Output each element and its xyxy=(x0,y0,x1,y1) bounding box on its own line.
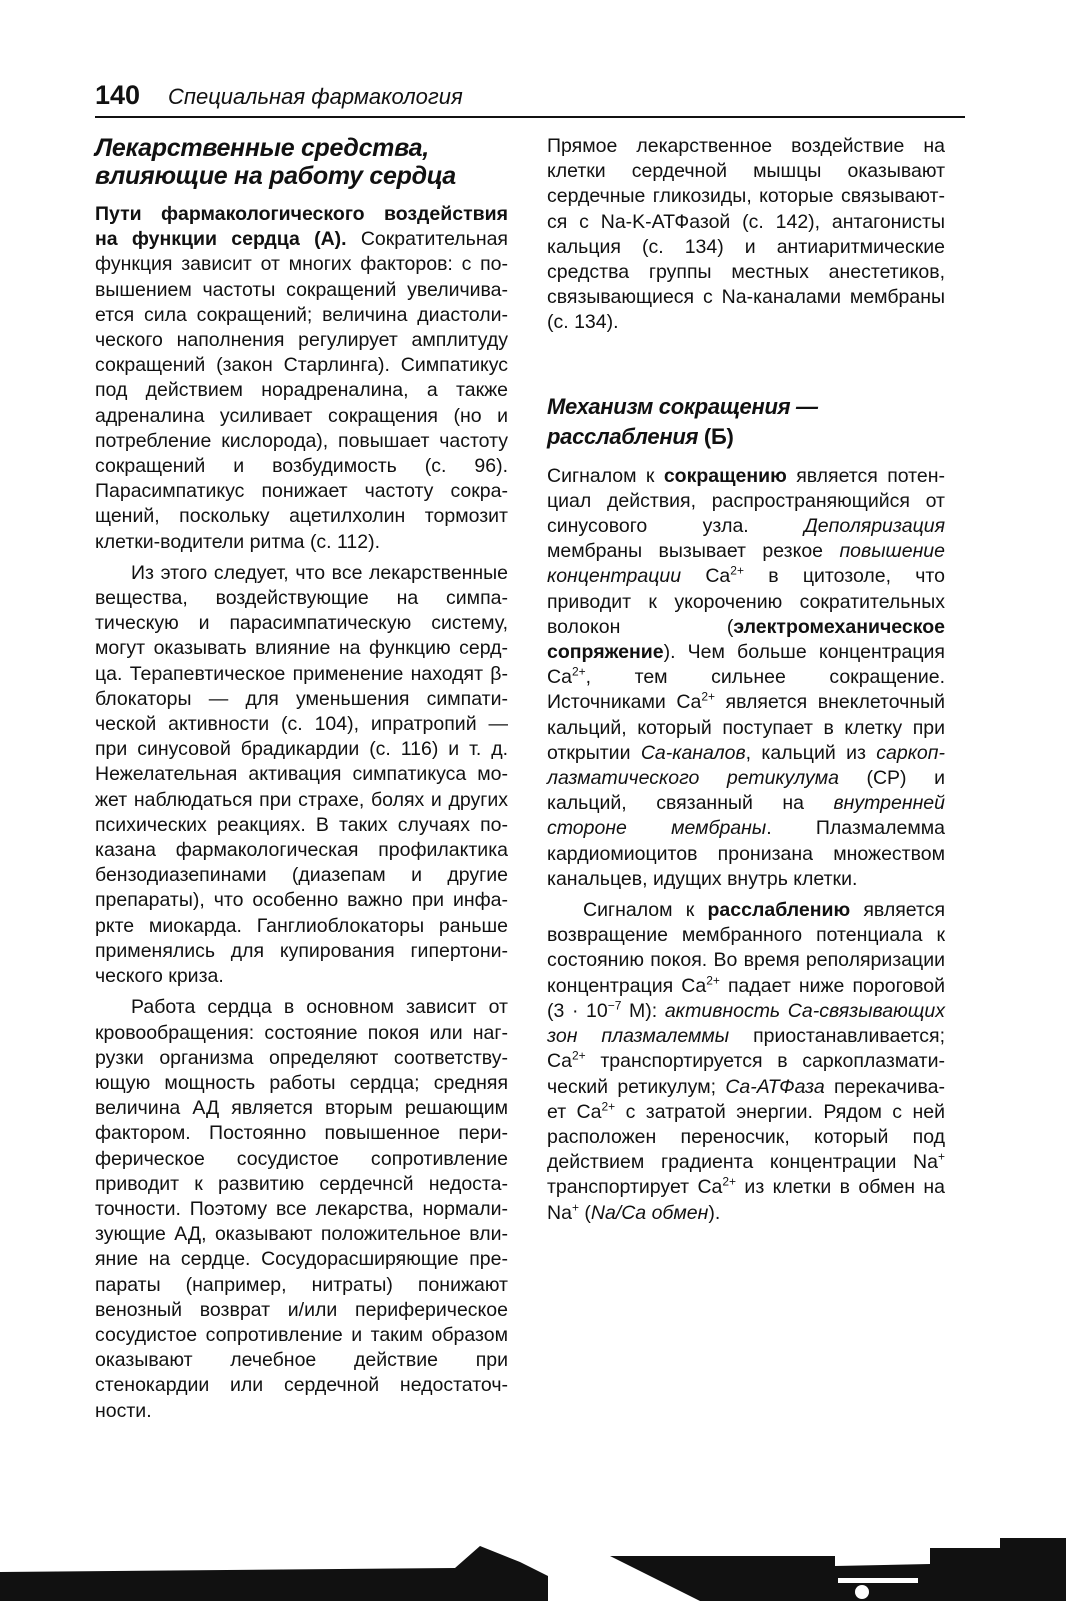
text-run: мембраны вызывает резкое xyxy=(547,540,840,563)
section-title: Лекарственные средства, влияющие на работу сердца xyxy=(95,134,456,190)
left-column xyxy=(95,134,508,1424)
text-run: , кальций из xyxy=(745,741,877,764)
text-run: транспортирует Ca xyxy=(547,1176,723,1199)
text-run: с затратой энергии. Рядом с ней расположен переносчик, который под действием градиента концентрации Na xyxy=(547,1100,945,1174)
paragraph-heart-function xyxy=(95,202,508,555)
text-run: Сигналом к xyxy=(547,464,664,487)
bold-term: электромеханическое сопряжение xyxy=(547,615,945,664)
bold-term: сокращению xyxy=(663,464,787,487)
paragraph-contraction xyxy=(547,464,945,892)
superscript: −7 xyxy=(607,998,622,1013)
spacer xyxy=(547,336,945,392)
text-run: из клетки в обмен на Na xyxy=(547,1176,945,1224)
italic-term: Ca-каналов xyxy=(640,741,746,764)
text-run: падает ниже пороговой (3 · 10 xyxy=(547,974,946,1022)
italic-term: Ca-АТФаза xyxy=(725,1075,825,1098)
superscript: 2+ xyxy=(722,1174,737,1189)
superscript: + xyxy=(571,1200,579,1215)
text-run: Сигналом к xyxy=(583,899,708,922)
scan-bar-left xyxy=(0,1546,548,1601)
scan-notch xyxy=(838,1578,918,1583)
text-run: (СР) и кальций, связанный на xyxy=(547,767,945,815)
superscript: 2+ xyxy=(701,689,715,704)
italic-term: саркоплазматического ретикулума xyxy=(547,741,945,790)
superscript: 2+ xyxy=(706,973,720,988)
italic-term: повышение концентрации xyxy=(547,540,945,588)
subsection-title: Механизм сокращения — расслабления (Б) xyxy=(547,393,818,449)
paragraph-direct-action: Прямое лекарственное воздействие на клетки сердечной мышцы оказывают сердечные гликозиды, которые связываются с Na-K-АТФазой (с. 142), антагонисты кальция (с. 134) и антиаритмические средства группы местных анестетиков, связывающиеся с Na-каналами мембраны (с. 134). xyxy=(547,135,945,334)
running-head xyxy=(95,80,965,118)
paragraph-relaxation xyxy=(547,898,945,1226)
text-run: приостанавливается; Ca xyxy=(547,1025,945,1073)
scan-bar-right xyxy=(610,1538,1066,1601)
bold-term: расслаблению xyxy=(707,899,851,922)
text-run: в цитозоле, что приводит к укорочению сократительных волокон ( xyxy=(547,565,945,638)
running-title: Специальная фармакология xyxy=(168,84,463,109)
right-column xyxy=(547,134,945,1226)
page-number: 140 xyxy=(95,80,141,110)
text-run: транспортируется в саркоплазматический ретикулум; xyxy=(547,1050,945,1098)
superscript: 2+ xyxy=(730,563,744,578)
italic-term: активность Ca-связывающих зон плазмалеммы xyxy=(547,999,946,1048)
text-run: является потенциал действия, распространяющийся от синусового узла. xyxy=(547,464,945,538)
text-run: ). xyxy=(708,1201,721,1224)
text-run: является возвращение мембранного потенциала к состоянию покоя. Во время реполяризации концентрация Ca xyxy=(547,899,945,997)
subsection-figure-mark: Б xyxy=(710,423,727,449)
scan-dot xyxy=(855,1585,869,1599)
superscript: 2+ xyxy=(571,664,586,679)
text-run: ). Чем больше концентрация Ca xyxy=(547,641,945,689)
paragraph-lead-bold: Пути фармакологического воздействия на функции сердца (А). xyxy=(95,203,508,251)
subsection-title-text: Механизм сокращения — расслабления xyxy=(547,393,818,449)
text-run: перекачивает Ca xyxy=(547,1075,945,1123)
paragraph-sympathetic: Из этого следует, что все лекарственные вещества, воздействующие на симпатическую и парасимпатическую систему, могут оказывать влияние на функцию сердца. Терапевтическое применение находят β-блокаторы — для уменьшения симпатической активности (с. 104), ипратропий — при синусовой брадикардии (с. 116) и т. д. Нежелательная активация симпатикуса может наблюдаться при страхе, болях и других психических реакциях. В таких случаях показана фармакологическая профилактика бензодиазепинами (диазепам и другие препараты), что особенно важно при инфаркте миокарда. Ганглиоблокаторы раньше применялись для купирования гипертонического криза. xyxy=(95,561,508,988)
superscript: + xyxy=(937,1149,945,1164)
text-run: M): xyxy=(621,999,665,1022)
paragraph-circulation: Работа сердца в основном зависит от кровообращения: состояние покоя или нагрузки организма определяют соответствующую мощность работы сердца; средняя величина АД является вторым решающим фактором. Постоянно повышенное периферическое сосудистое сопротивление приводит к развитию сердечнсй недостаточности. Поэтому все лекарства, нормализующие АД, оказывают положительное влияние на сердце. Сосудорасширяющие препараты (например, нитраты) понижают венозный возврат и/или периферическое сосудистое сопротивление и таким образом оказывают лечебное действие при стенокардии или сердечной недостаточности. xyxy=(95,996,508,1422)
text-run: является внеклеточный кальций, который поступает в клетку при открытии xyxy=(547,691,945,764)
italic-term: внутренней стороне мембраны xyxy=(547,792,945,840)
italic-term: Na/Ca обмен xyxy=(590,1201,709,1224)
text-run: ( xyxy=(578,1201,591,1224)
text-run: , тем сильнее сокращение. Источниками Ca xyxy=(547,666,945,714)
superscript: 2+ xyxy=(571,1048,586,1063)
superscript: 2+ xyxy=(601,1099,616,1114)
text-run: Ca xyxy=(681,565,731,588)
scan-edge-artifact xyxy=(0,1538,1066,1601)
paragraph-text: Сократительная функция зависит от многих факторов: с повышением частоты сокращений увеличивается сила сокращений; величина диастолического наполнения регулирует амплитуду сокращений (закон Старлинга). Симпатикус под действием норадреналина, а также адреналина усиливает сокращения (но и потребление кислорода), повышает частоту сокращений и возбудимость (с. 96). Парасимпатикус понижает частоту сокращений, поскольку ацетилхолин тормозит клетки-водители ритма (с. 112). xyxy=(95,228,508,553)
text-run: . Плазмалемма кардиомиоцитов пронизана множеством канальцев, идущих внутрь клетки. xyxy=(547,817,945,890)
italic-term: Деполяризация xyxy=(804,515,945,538)
